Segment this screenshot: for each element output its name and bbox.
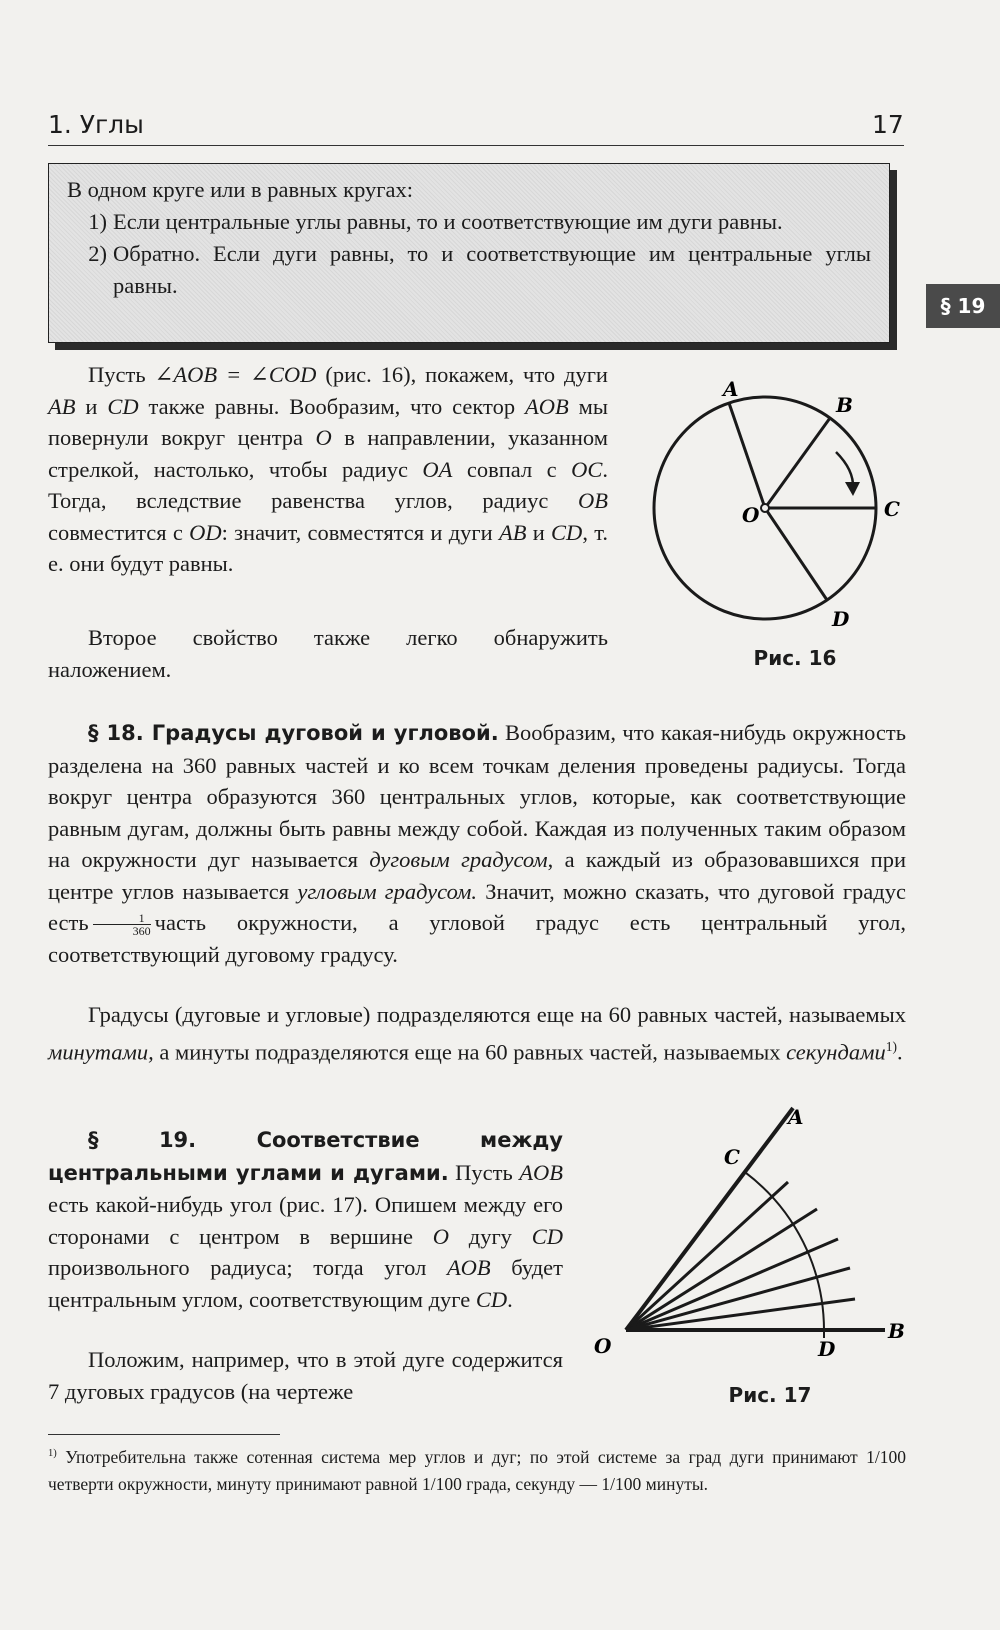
- radius-oa: [729, 403, 765, 508]
- figure-17-diagram: [590, 1098, 910, 1360]
- section-18-heading: § 18. Градусы дуговой и угловой.: [88, 721, 499, 745]
- figure-16-caption: Рис. 16: [753, 646, 837, 670]
- label-a: A: [788, 1105, 804, 1129]
- figure-17-caption: Рис. 17: [728, 1383, 812, 1407]
- header-rule: [48, 145, 904, 146]
- degree-rays: [626, 1182, 855, 1330]
- label-c: C: [724, 1145, 740, 1169]
- label-o: O: [594, 1334, 612, 1358]
- label-b: B: [836, 393, 853, 417]
- label-o: O: [742, 503, 760, 527]
- theorem-item-text: Обратно. Если дуги равны, то и соответствующие им центральные углы равны.: [113, 241, 871, 298]
- fraction-1-360: $\frac{1}{360}$: [93, 912, 151, 937]
- ray-oa: [626, 1108, 793, 1330]
- footnote: $^{1)}$ Употребительна также сотенная система мер углов и дуг; по этой системе за град дуги принимают 1/100 четверти окружности, минуту принимают равной 1/100 града, секунду — 1/100 минуты.: [48, 1446, 906, 1494]
- theorem-item-number: 2): [88, 241, 107, 266]
- running-header-chapter: 1. Углы: [48, 110, 144, 139]
- page-number: 17: [872, 110, 904, 139]
- rotation-arrowhead: [845, 482, 860, 496]
- proof-paragraph-2: Второе свойство также легко обнаружить наложением.: [48, 625, 608, 682]
- theorem-item-text: Если центральные углы равны, то и соответствующие им дуги равны.: [113, 209, 783, 234]
- footnote-ref: 1): [885, 1038, 897, 1054]
- theorem-item-number: 1): [88, 209, 107, 234]
- figure-16-diagram: [640, 378, 910, 638]
- radius-od: [765, 508, 827, 600]
- section-19-paragraph: § 19. Соответствие между центральными углами и дугами. Пусть AOB есть какой-нибудь угол (рис. 17). Опишем между его сторонами с центром в вершине O дугу CD произвольного радиуса; тогда угол AOB будет центральным углом, соответствующим дуге CD.: [48, 1128, 563, 1312]
- section-18-paragraph: § 18. Градусы дуговой и угловой. Вообразим, что какая-нибудь окружность разделена на 360 равных частей и ко всем точкам деления проведены радиусы. Тогда вокруг центра образуются 360 центральных углов, которые, как соответствующие равным дугам, должны быть равны между собой. Каждая из полученных таким образом на окружности дуг называется дуговым градусом, а каждый из образовавшихся при центре углов называется угловым градусом. Значит, можно сказать, что дуговой градус есть $\frac{1}{360}$ часть окружности, а угловой градус есть центральный угол, соответствующий дуговому градусу.: [48, 720, 906, 967]
- ray-group: [626, 1108, 885, 1330]
- section-19-heading: § 19. Соответствие между центральными углами и дугами.: [48, 1128, 563, 1185]
- label-a: A: [723, 378, 739, 401]
- degree-ray: [626, 1209, 817, 1330]
- label-b: B: [888, 1319, 905, 1343]
- theorem-item: [67, 206, 871, 238]
- proof-paragraph: Пусть ∠AOB = ∠COD (рис. 16), покажем, что дуги AB и CD также равны. Вообразим, что сектор AOB мы повернули вокруг центра O в направлении, указанном стрелкой, настолько, чтобы радиус OA совпал с OC. Тогда, вследствие равенства углов, радиус OB совместится с OD: значит, совместятся и дуги AB и CD, т. е. они будут равны.: [48, 362, 608, 576]
- label-d: D: [832, 607, 850, 631]
- label-c: C: [884, 497, 900, 521]
- section-19-paragraph-2: Положим, например, что в этой дуге содержится 7 дуговых градусов (на чертеже: [48, 1347, 563, 1404]
- center-point: [761, 504, 769, 512]
- theorem-item: [67, 238, 871, 302]
- footnote-rule: [48, 1434, 280, 1435]
- theorem-box: [48, 163, 890, 343]
- section-18-paragraph-2: Градусы (дуговые и угловые) подразделяются еще на 60 равных частей, называемых минутами, а минуты подразделяются еще на 60 равных частей, называемых секундами$^{1)}$.: [48, 1002, 906, 1064]
- section-tab: § 19: [926, 284, 1000, 328]
- radius-ob: [765, 418, 830, 508]
- theorem-intro: В одном круге или в равных кругах:: [67, 177, 414, 202]
- label-d: D: [818, 1337, 836, 1360]
